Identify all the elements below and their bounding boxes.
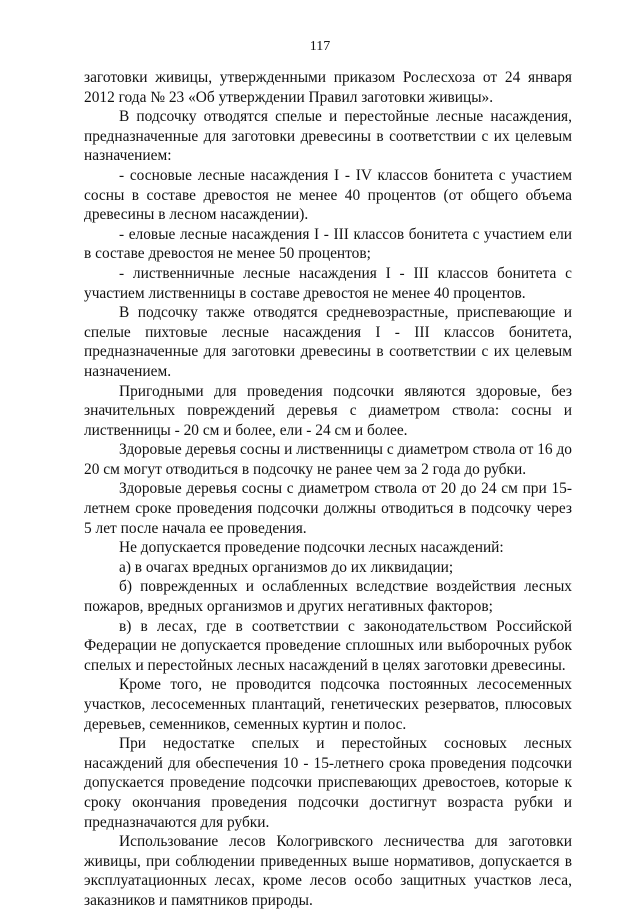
paragraph: - сосновые лесные насаждения I - IV классов бонитета с участием сосны в составе древостоя не менее 40 процентов (от общего объема древесины в лесном насаждении). bbox=[84, 166, 572, 224]
paragraph: - лиственничные лесные насаждения I - III классов бонитета с участием лиственницы в составе древостоя не менее 40 процентов. bbox=[84, 264, 572, 302]
paragraph: Здоровые деревья сосны и лиственницы с диаметром ствола от 16 до 20 см могут отводиться в подсочку не ранее чем за 2 года до рубки. bbox=[84, 441, 572, 478]
document-body bbox=[84, 68, 572, 911]
paragraph: Кроме того, не проводится подсочка постоянных лесосеменных участков, лесосеменных плантаций, генетических резерватов, плюсовых деревьев, семенников, семенных куртин и полос. bbox=[84, 676, 572, 733]
paragraph: б) поврежденных и ослабленных вследствие воздействия лесных пожаров, вредных организмов и других негативных факторов; bbox=[84, 578, 572, 616]
paragraph: - еловые лесные насаждения I - III классов бонитета с участием ели в составе древостоя не менее 50 процентов; bbox=[84, 225, 572, 263]
paragraph: Использование лесов Кологривского лесничества для заготовки живицы, при соблюдении приведенных выше нормативов, допускается в эксплуатационных лесах, кроме лесов особо защитных участков леса, заказников и памятников природы. bbox=[84, 833, 572, 909]
paragraph: Пригодными для проведения подсочки являются здоровые, без значительных повреждений деревья с диаметром ствола: сосны и лиственницы - 20 см и более, ели - 24 см и более. bbox=[84, 382, 572, 439]
paragraph: В подсочку также отводятся средневозрастные, приспевающие и спелые пихтовые лесные насаждения I - III классов бонитета, предназначенные для заготовки древесины в соответствии с их целевым назначением. bbox=[84, 304, 572, 380]
paragraph: Не допускается проведение подсочки лесных насаждений: bbox=[119, 539, 504, 557]
paragraph: Здоровые деревья сосны с диаметром ствола от 20 до 24 см при 15-летнем сроке проведения подсочки должны отводиться в подсочку через 5 лет после начала ее проведения. bbox=[84, 480, 572, 537]
paragraph: в) в лесах, где в соответствии с законодательством Российской Федерации не допускается проведение сплошных или выборочных рубок спелых и перестойных лесных насаждений в целях заготовки древесины. bbox=[84, 617, 572, 674]
paragraph: В подсочку отводятся спелые и перестойные лесные насаждения, предназначенные для заготовки древесины в соответствии с их целевым назначением: bbox=[84, 108, 572, 165]
paragraph: а) в очагах вредных организмов до их ликвидации; bbox=[119, 558, 454, 576]
paragraph: заготовки живицы, утвержденными приказом Рослесхоза от 24 января 2012 года № 23 «Об утверждении Правил заготовки живицы». bbox=[84, 69, 572, 106]
paragraph: При недостатке спелых и перестойных сосновых лесных насаждений для обеспечения 10 - 15-летнего срока проведения подсочки допускается проведение подсочки приспевающих древостоев, которые к сроку окончания проведения подсочки достигнут возраста рубки и предназначаются для рубки. bbox=[84, 735, 572, 831]
page-number: 117 bbox=[309, 39, 331, 54]
